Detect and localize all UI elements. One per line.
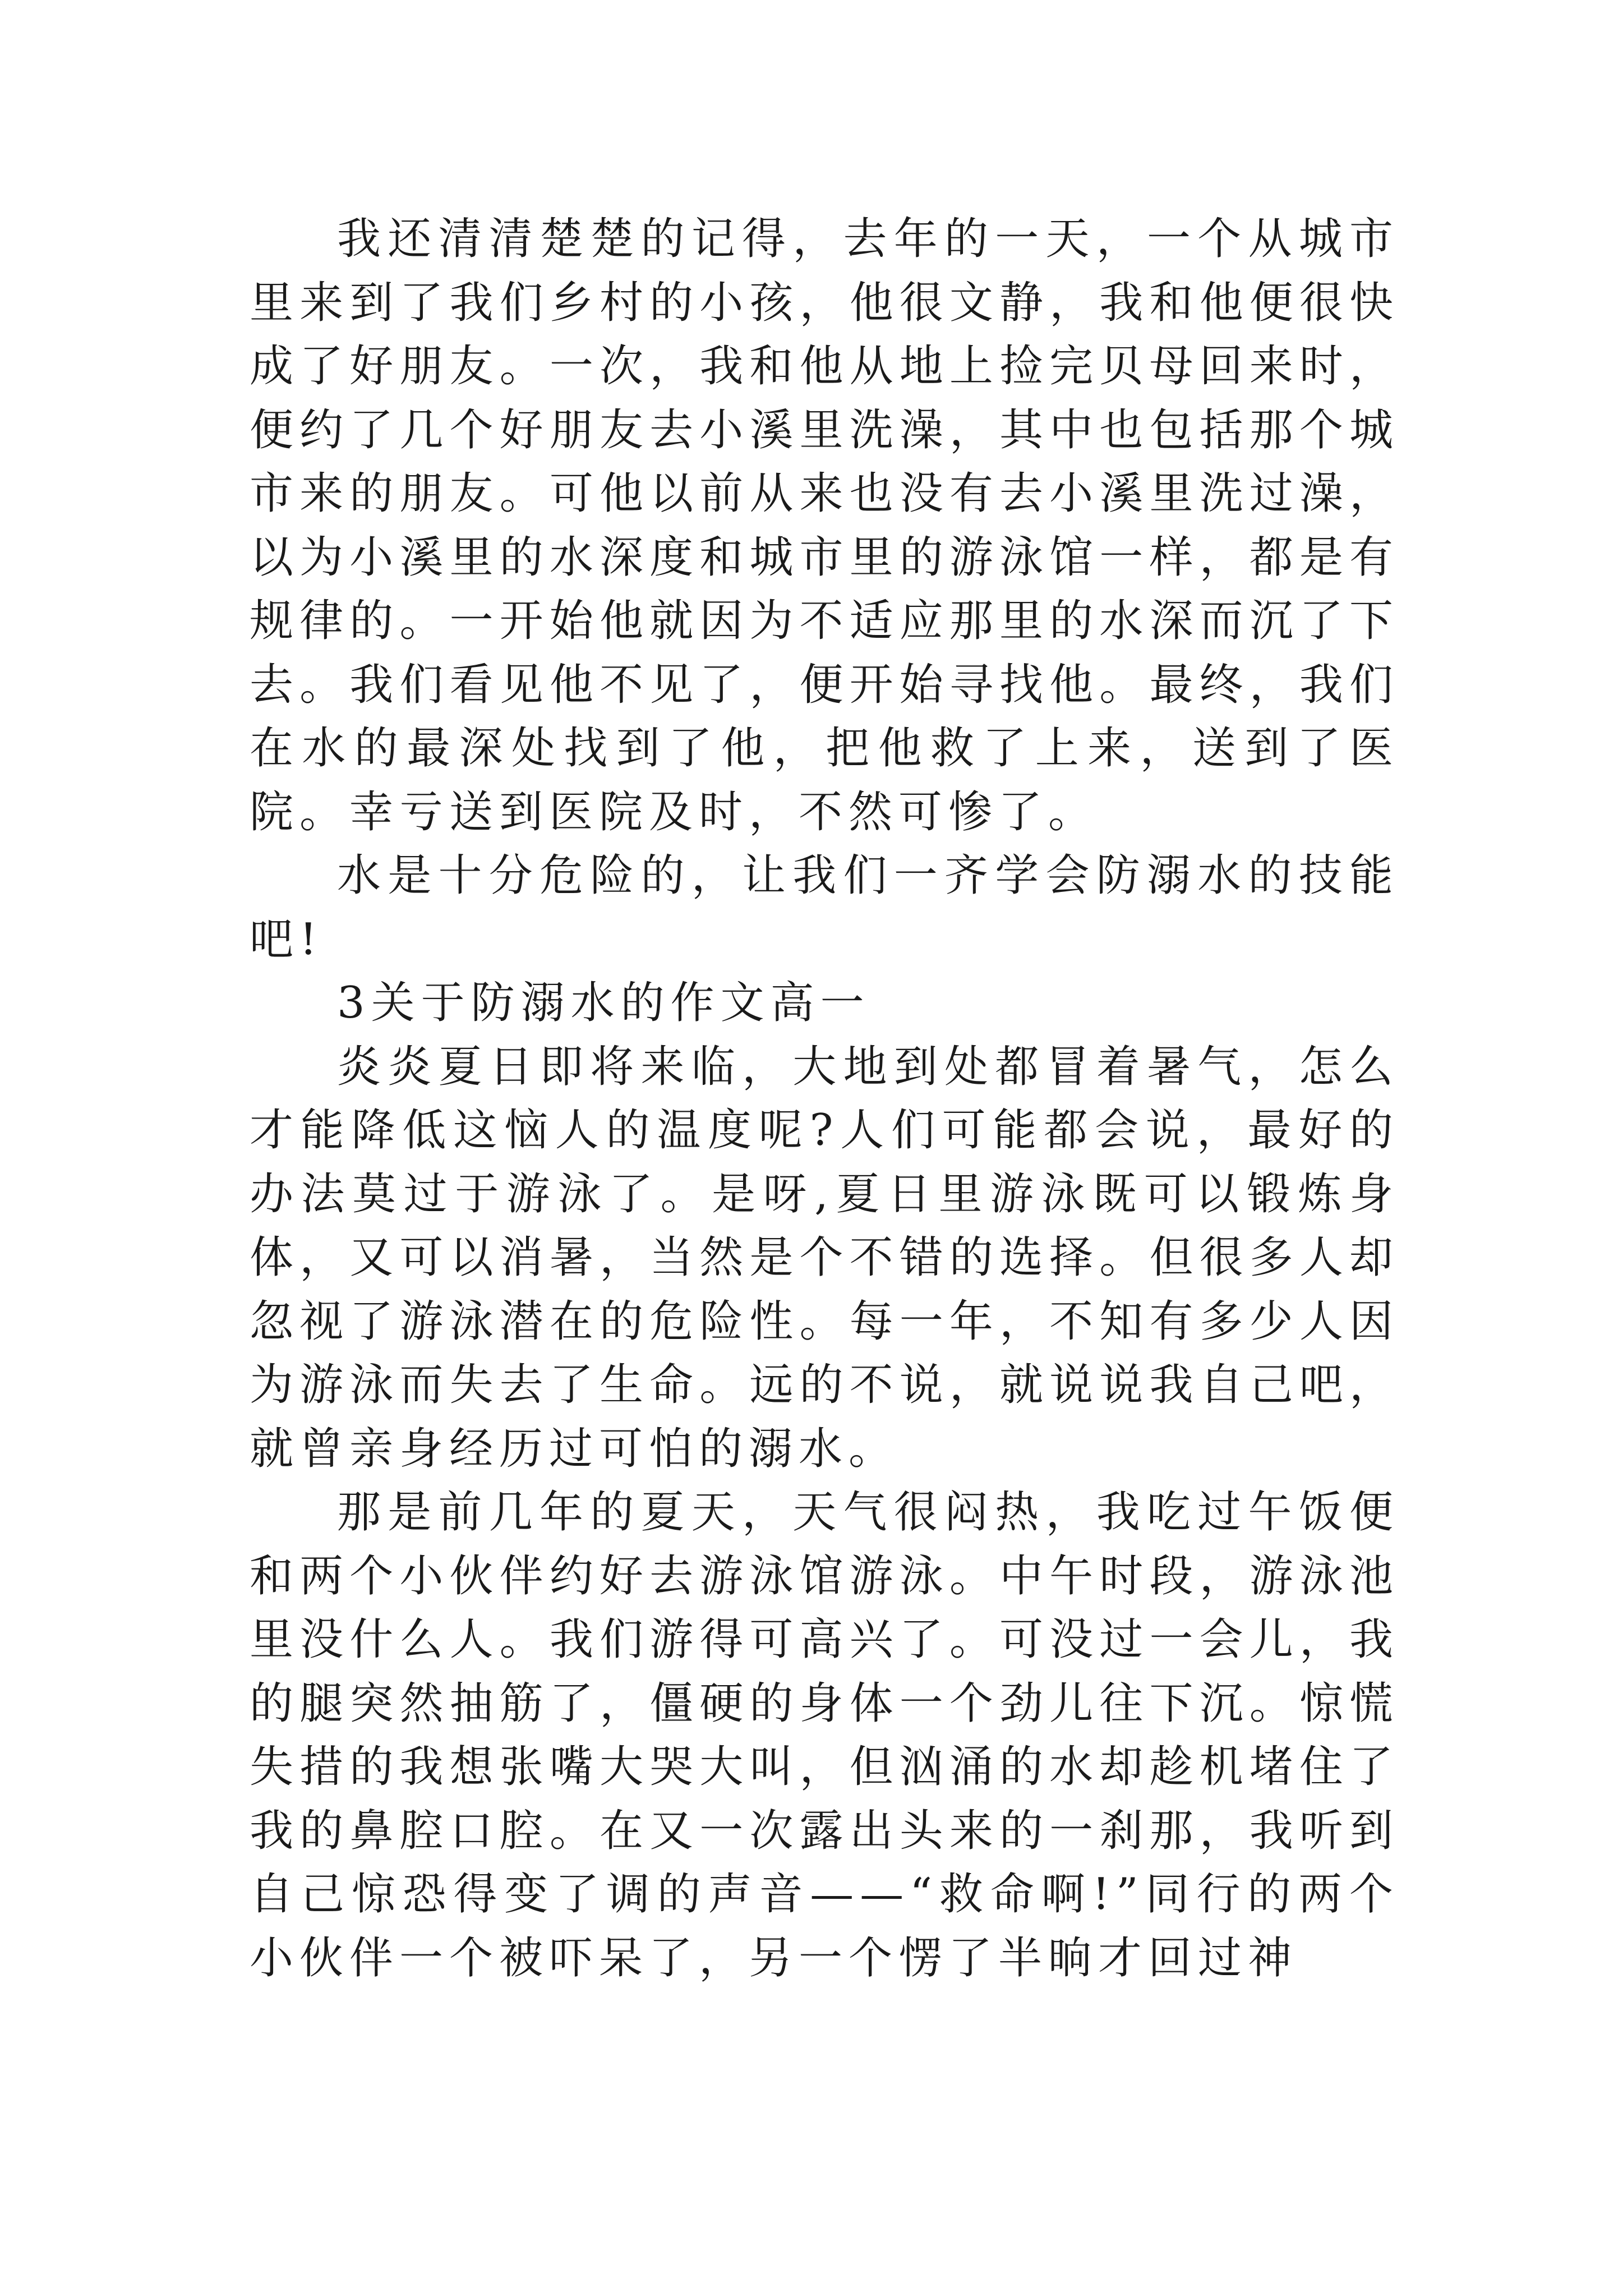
- paragraph-recollection: 我还清清楚楚的记得，去年的一天，一个从城市里来到了我们乡村的小孩，他很文静，我和他便很快成了好朋友。一次，我和他从地上捡完贝母回来时，便约了几个好朋友去小溪里洗澡，其中也包括那个城市来的朋友。可他以前从来也没有去小溪里洗过澡，以为小溪里的水深度和城市里的游泳馆一样，都是有规律的。一开始他就因为不适应那里的水深而沉了下去。我们看见他不见了，便开始寻找他。最终，我们在水的最深处找到了他，把他救了上来，送到了医院。幸亏送到医院及时，不然可惨了。: [250, 214, 1399, 838]
- paragraph-drowning-experience: 那是前几年的夏天，天气很闷热，我吃过午饭便和两个小伙伴约好去游泳馆游泳。中午时段，游泳池里没什么人。我们游得可高兴了。可没过一会儿，我的腿突然抽筋了，僵硬的身体一个劲儿往下沉。惊慌失措的我想张嘴大哭大叫，但汹涌的水却趁机堵住了我的鼻腔口腔。在又一次露出头来的一刹那，我听到自己惊恐得变了调的声音——“救命啊!”同行的两个小伙伴一个被吓呆了，另一个愣了半晌才回过神: [250, 1487, 1399, 1984]
- document-body: [250, 208, 1399, 1990]
- paragraph-water-danger: 水是十分危险的，让我们一齐学会防溺水的技能吧!: [250, 850, 1399, 965]
- paragraph-summer-swimming: 炎炎夏日即将来临，大地到处都冒着暑气，怎么才能降低这恼人的温度呢?人们可能都会说，最好的办法莫过于游泳了。是呀,夏日里游泳既可以锻炼身体，又可以消暑，当然是个不错的选择。但很多人却忽视了游泳潜在的危险性。每一年，不知有多少人因为游泳而失去了生命。远的不说，就说说我自己吧，就曾亲身经历过可怕的溺水。: [250, 1041, 1399, 1474]
- essay-heading: 3关于防溺水的作文高一: [337, 978, 870, 1028]
